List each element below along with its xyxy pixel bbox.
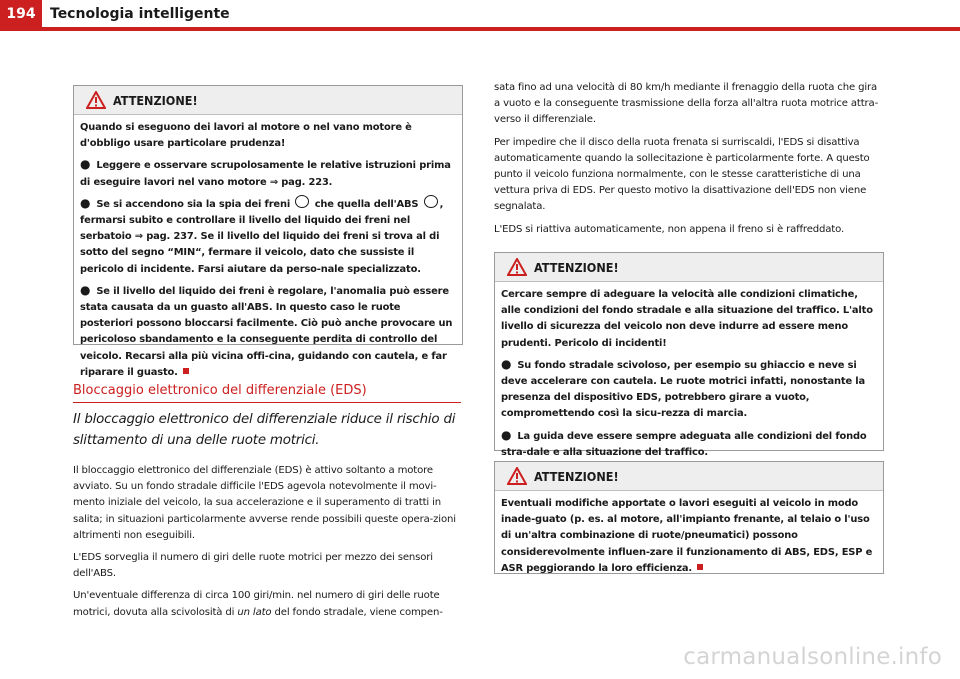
paragraph: sata fino ad una velocità di 80 km/h mediante il frenaggio della ruota che gira a vuoto e la conseguente trasmissione della forza all'altra ruota motrice attra-verso il differenziale.: [494, 82, 879, 126]
end-square-icon: [697, 564, 703, 570]
warning-box-engine: [73, 85, 463, 378]
page-header: [0, 0, 960, 31]
warning-triangle-icon: [507, 467, 527, 485]
warning-lead: Cercare sempre di adeguare la velocità alle condizioni climatiche, alle condizioni del fondo stradale e alla situazione del traffico. L'alto livello di sicurezza del veicolo non deve indurre ad essere meno prudenti. Pericolo di incidenti!: [501, 289, 873, 349]
warning-body: [74, 115, 462, 389]
section-title: Bloccaggio elettronico del differenziale (EDS): [73, 383, 461, 403]
warning-box-modifications: [494, 461, 884, 574]
paragraph: L'EDS si riattiva automaticamente, non appena il freno si è raffreddato.: [494, 223, 845, 235]
warning-header: [495, 253, 883, 282]
warning-box-speed: [494, 252, 884, 458]
bullet-dot-icon: ●: [80, 157, 91, 172]
end-square-icon: [183, 368, 189, 374]
warning-bullet: ● La guida deve essere sempre adeguata alle condizioni del fondo stra-dale e alla situazione del traffico.: [501, 427, 867, 458]
warning-header: [495, 462, 883, 491]
warning-lead: Quando si eseguono dei lavori al motore o nel vano motore è d'obbligo usare particolare prudenza!: [80, 122, 412, 150]
left-column-text: [73, 463, 461, 627]
bullet-dot-icon: ●: [501, 427, 512, 442]
right-column-text: [494, 80, 882, 244]
brake-warning-icon: [295, 195, 309, 208]
warning-title: ATTENZIONE!: [534, 259, 619, 275]
bullet-dot-icon: ●: [80, 282, 91, 297]
header-rule: [0, 27, 960, 31]
warning-bullet: ● Se si accendono sia la spia dei freni che quella dell'ABS , fermarsi subito e controllare il livello del liquido dei freni nel serbatoio ⇒ pag. 237. Se il livello del liquido dei freni si trova al di sotto del segno “MIN“, fermare il veicolo, dato che sussiste il pericolo di incidente. Farsi aiutare da perso-nale specializzato.: [80, 195, 444, 275]
section-intro: Il bloccaggio elettronico del differenziale riduce il rischio di slittamento di una delle ruote motrici.: [73, 412, 456, 448]
warning-title: ATTENZIONE!: [113, 92, 198, 108]
paragraph: Un'eventuale differenza di circa 100 giri/min. nel numero di giri delle ruote motrici, dovuta alla scivolosità di un lato del fondo stradale, viene compen-: [73, 590, 443, 618]
warning-body: [495, 491, 883, 585]
page-title: Tecnologia intelligente: [50, 6, 230, 22]
warning-bullet: ● Su fondo stradale scivoloso, per esempio su ghiaccio e neve si deve accelerare con cautela. Le ruote motrici infatti, nonostante la presenza del dispositivo EDS, potrebbero girare a vuoto, compromettendo così la sicu-rezza di marcia.: [501, 356, 866, 420]
warning-text: Eventuali modifiche apportate o lavori eseguiti al veicolo in modo inade-guato (p. es. al motore, all'impianto frenante, al telaio o l'uso di un'altra combinazione di ruote/pneumatici) possono considerevolmente influen-zare il funzionamento di ABS, EDS, ESP e ASR peggiorando la loro efficienza.: [501, 498, 873, 574]
warning-body: [495, 282, 883, 469]
warning-bullet: ● Leggere e osservare scrupolosamente le relative istruzioni prima di eseguire lavori nel vano motore ⇒ pag. 223.: [80, 157, 451, 188]
warning-bullet: ● Se il livello del liquido dei freni è regolare, l'anomalia può essere stata causata da un guasto all'ABS. In questo caso le ruote posteriori possono bloccarsi facilmente. Ciò può anche provocare un pericoloso sbandamento e la conseguente perdita di controllo del veicolo. Recarsi alla più vicina offi-cina, guidando con cautela, e far riparare il guasto.: [80, 282, 453, 378]
paragraph: L'EDS sorveglia il numero di giri delle ruote motrici per mezzo dei sensori dell'ABS.: [73, 552, 433, 580]
watermark: carmanualsonline.info: [683, 644, 942, 670]
bullet-dot-icon: ●: [501, 356, 512, 371]
warning-title: ATTENZIONE!: [534, 468, 619, 484]
page-number: 194: [0, 0, 42, 27]
paragraph: Per impedire che il disco della ruota frenata si surriscaldi, l'EDS si disattiva automaticamente quando la sollecitazione è particolarmente forte. A questo punto il veicolo funziona normalmente, con le stesse caratteristiche di una vettura priva di EDS. Per questo motivo la disattivazione dell'EDS non viene segnalata.: [494, 136, 870, 213]
bullet-dot-icon: ●: [80, 195, 91, 210]
abs-warning-icon: [424, 195, 438, 208]
warning-triangle-icon: [507, 258, 527, 276]
warning-header: [74, 86, 462, 115]
warning-triangle-icon: [86, 91, 106, 109]
paragraph: Il bloccaggio elettronico del differenziale (EDS) è attivo soltanto a motore avviato. Su un fondo stradale difficile l'EDS agevola notevolmente il movi-mento iniziale del veicolo, la sua accelerazione e il superamento di tratti in salita; in situazioni particolarmente avverse rende possibili queste opera-zioni altrimenti non eseguibili.: [73, 465, 456, 541]
